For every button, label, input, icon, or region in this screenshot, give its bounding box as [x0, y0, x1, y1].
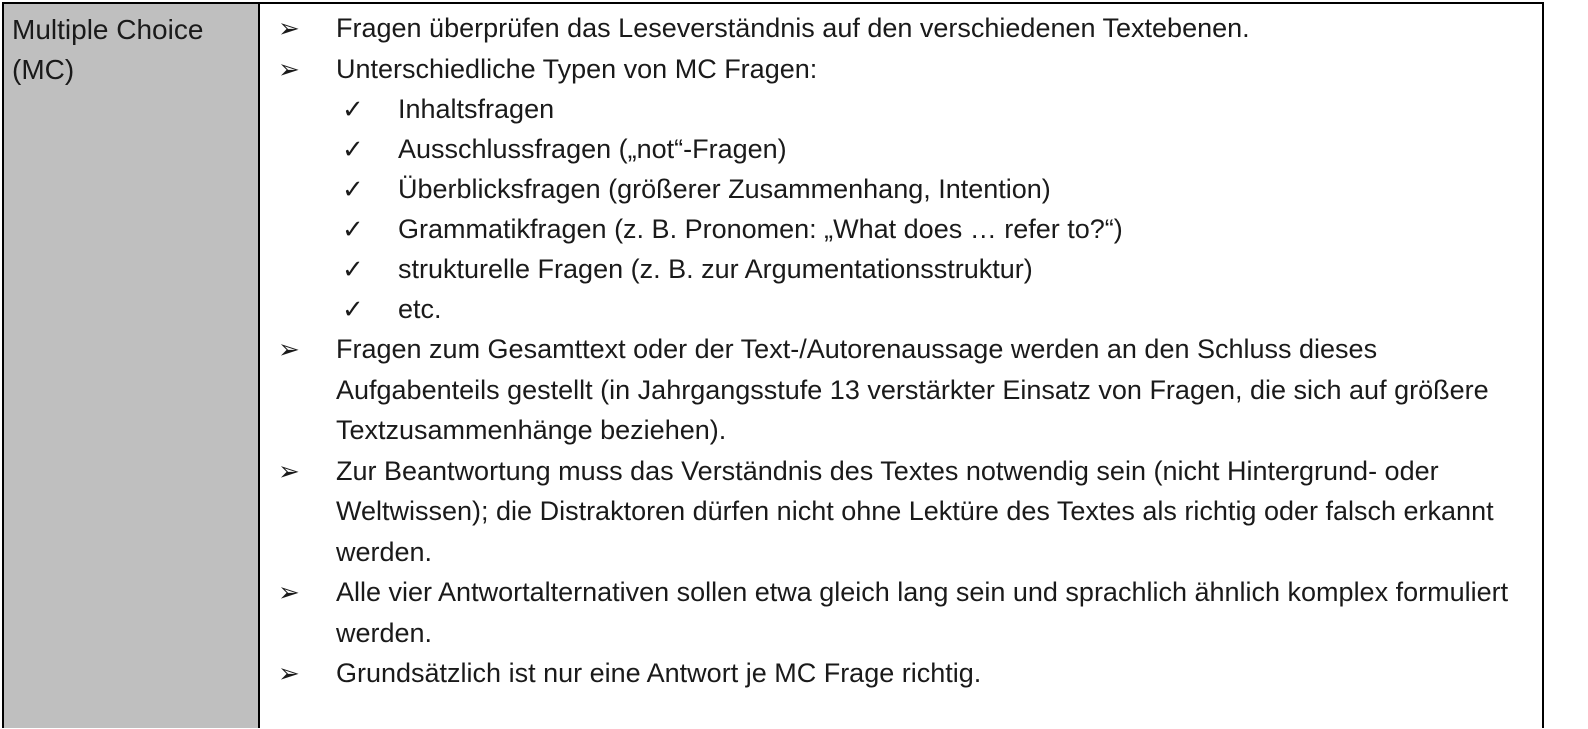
list-item-text: Grundsätzlich ist nur eine Antwort je MC Frage richtig.	[336, 658, 982, 688]
list-item	[274, 451, 1518, 573]
sub-list-item	[274, 169, 1518, 209]
label-line-1: Multiple Choice	[12, 14, 204, 45]
checkmark-icon: ✓	[342, 294, 364, 324]
arrow-bullet-icon: ➢	[278, 577, 300, 607]
sub-list-item	[274, 89, 1518, 129]
sub-list-item-text: Ausschlussfragen („not“-Fragen)	[398, 134, 787, 164]
sub-list-item	[274, 209, 1518, 249]
list-item-text: Unterschiedliche Typen von MC Fragen:	[336, 53, 818, 84]
sub-list-item-text: etc.	[398, 294, 442, 324]
checkmark-icon: ✓	[342, 134, 364, 164]
label-cell	[4, 4, 260, 728]
list-item	[274, 653, 1518, 694]
content-cell	[260, 4, 1542, 728]
list-item-text: Alle vier Antwortalternativen sollen etwa gleich lang sein und sprachlich ähnlich komplex formuliert werden.	[336, 577, 1509, 648]
arrow-bullet-icon: ➢	[278, 455, 300, 486]
list-item-text: Fragen überprüfen das Leseverständnis auf den verschiedenen Textebenen.	[336, 13, 1250, 43]
sub-list-item	[274, 249, 1518, 289]
arrow-bullet-icon: ➢	[278, 13, 300, 43]
document-table	[2, 2, 1544, 728]
list-item	[274, 49, 1518, 90]
checkmark-icon: ✓	[342, 174, 364, 204]
list-item-text: Fragen zum Gesamttext oder der Text-/Autorenaussage werden an den Schluss dieses Aufgabenteils gestellt (in Jahrgangsstufe 13 verstärkter Einsatz von Fragen, die sich auf größere Textzusammenhänge beziehen).	[336, 334, 1489, 445]
list-item	[274, 572, 1518, 653]
list-item	[274, 329, 1518, 451]
arrow-bullet-icon: ➢	[278, 334, 300, 364]
checkmark-icon: ✓	[342, 254, 364, 284]
arrow-bullet-icon: ➢	[278, 53, 300, 84]
list-item-text: Zur Beantwortung muss das Verständnis des Textes notwendig sein (nicht Hintergrund- oder Weltwissen); die Distraktoren dürfen nicht ohne Lektüre des Textes als richtig oder falsch erkannt werden.	[336, 455, 1494, 567]
arrow-bullet-icon: ➢	[278, 658, 300, 688]
sub-list-item-text: Grammatikfragen (z. B. Pronomen: „What does … refer to?“)	[398, 214, 1123, 244]
checkmark-icon: ✓	[342, 214, 364, 244]
sub-list-item-text: Überblicksfragen (größerer Zusammenhang, Intention)	[398, 174, 1051, 204]
sub-list-item	[274, 289, 1518, 329]
sub-list-item	[274, 129, 1518, 169]
sub-list-item-text: strukturelle Fragen (z. B. zur Argumentationsstruktur)	[398, 254, 1033, 284]
list-item	[274, 8, 1518, 49]
sub-list-item-text: Inhaltsfragen	[398, 94, 555, 124]
checkmark-icon: ✓	[342, 94, 364, 124]
label-line-2: (MC)	[12, 54, 75, 85]
